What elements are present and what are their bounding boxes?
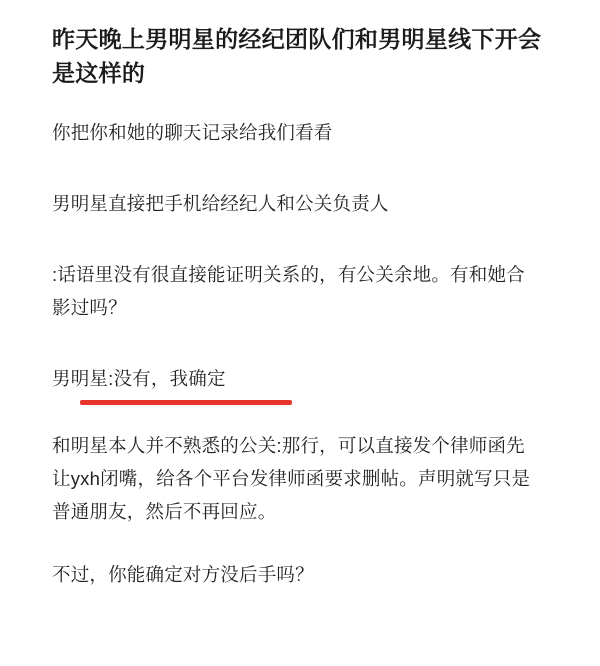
- page-title: 昨天晚上男明星的经纪团队们和男明星线下开会是这样的: [52, 26, 542, 86]
- closing-paragraph: 和明星本人并不熟悉的公关:那行，可以直接发个律师函先让yxh闭嘴，给各个平台发律师函要求删帖。声明就写只是普通朋友，然后不再回应。: [52, 435, 531, 522]
- paragraph-2: 男明星直接把手机给经纪人和公关负责人: [52, 193, 389, 214]
- cut-off-line: 不过，你能确定对方没后手吗？: [52, 564, 314, 585]
- highlighted-statement: [52, 362, 570, 395]
- red-underline-marker: [80, 400, 292, 405]
- document-content: [52, 22, 570, 591]
- paragraph-3: :话语里没有很直接能证明关系的，有公关余地。有和她合影过吗？: [52, 264, 525, 318]
- paragraph-1: 你把你和她的聊天记录给我们看看: [52, 122, 333, 143]
- highlighted-statement-text: 男明星:没有，我确定: [52, 368, 226, 389]
